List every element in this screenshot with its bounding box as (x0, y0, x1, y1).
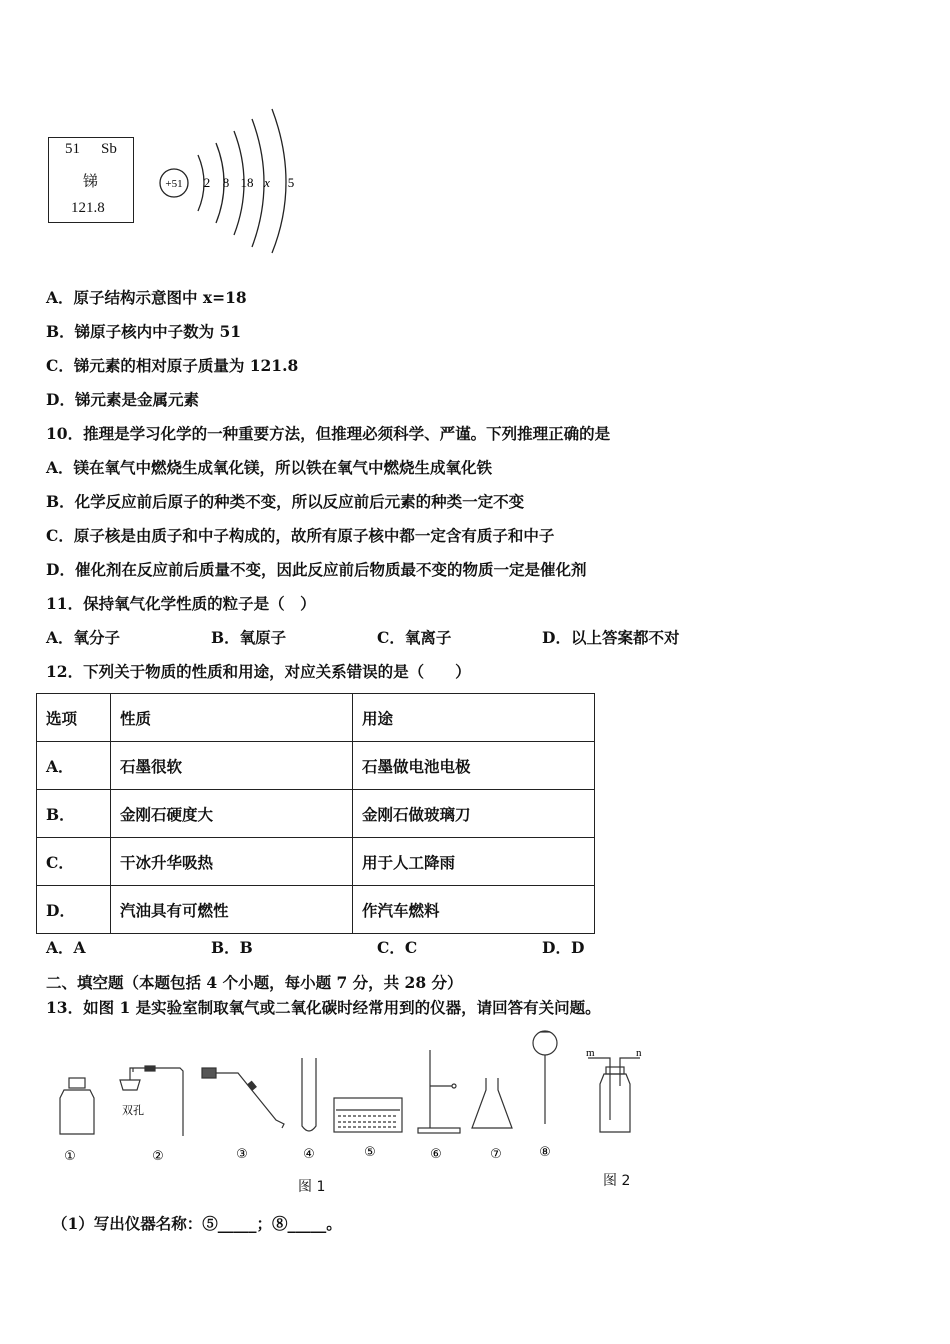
table-cell: 石墨做电池电极 (353, 742, 595, 790)
table-header-cell: 用途 (353, 694, 595, 742)
conical-flask (472, 1078, 512, 1128)
section-heading: 二、填空题（本题包括 4 个小题，每小题 7 分，共 28 分） (46, 973, 463, 992)
apparatus-figure-2 (580, 1040, 650, 1140)
port-m-label: m (586, 1047, 595, 1059)
figure-2-caption: 图 2 (603, 1173, 631, 1189)
q12-option-d: D．D (542, 938, 585, 957)
table-row (37, 886, 595, 934)
stopper-label: 双孔 (122, 1104, 144, 1117)
table-cell: 汽油具有可燃性 (111, 886, 353, 934)
property-use-table (36, 693, 595, 934)
q11-stem: 11．保持氧气化学性质的粒子是（ ） (46, 594, 316, 613)
two-hole-stopper-with-tube (120, 1066, 183, 1136)
q10-option-d: D．催化剂在反应前后质量不变，因此反应前后物质最不变的物质一定是催化剂 (46, 560, 587, 579)
shell-count-1: 2 (203, 175, 211, 190)
stopper-with-bent-tube (202, 1068, 284, 1128)
q11-option-a: A．氧分子 (46, 628, 121, 647)
table-row (37, 838, 595, 886)
atom-structure-diagram (150, 105, 310, 255)
shell-arc-5 (272, 109, 286, 253)
shell-count-4: x (264, 175, 270, 190)
q10-stem: 10．推理是学习化学的一种重要方法，但推理必须科学、严谨。下列推理正确的是 (46, 424, 611, 443)
element-name: 锑 (83, 172, 99, 190)
table-cell: D． (37, 886, 111, 934)
apparatus-number: ⑧ (539, 1145, 551, 1160)
apparatus-number: ③ (236, 1147, 248, 1162)
table-cell: C． (37, 838, 111, 886)
separatory-funnel (533, 1031, 557, 1124)
figure-1-caption: 图 1 (298, 1179, 326, 1195)
table-row (37, 790, 595, 838)
table-cell: A． (37, 742, 111, 790)
table-cell: 金刚石做玻璃刀 (353, 790, 595, 838)
q13-subquestion-1: （1）写出仪器名称：⑤_____；⑧_____。 (52, 1214, 342, 1233)
shell-count-5: 5 (287, 175, 295, 190)
table-header-row (37, 694, 595, 742)
q12-option-c: C．C (377, 938, 418, 957)
shell-count-2: 8 (222, 175, 230, 190)
table-cell: 作汽车燃料 (353, 886, 595, 934)
shell-arc-4 (252, 119, 264, 247)
atomic-mass: 121.8 (71, 200, 105, 216)
q10-option-a: A．镁在氧气中燃烧生成氧化镁，所以铁在氧气中燃烧生成氧化铁 (46, 458, 493, 477)
atomic-number: 51 (65, 141, 80, 157)
q10-option-c: C．原子核是由质子和中子构成的，故所有原子核中都一定含有质子和中子 (46, 526, 555, 545)
q13-stem: 13．如图 1 是实验室制取氧气或二氧化碳时经常用到的仪器，请回答有关问题。 (46, 998, 601, 1017)
apparatus-number: ① (64, 1149, 76, 1164)
shell-count-3: 18 (240, 175, 254, 190)
table-cell: 石墨很软 (111, 742, 353, 790)
apparatus-number: ④ (303, 1147, 315, 1162)
element-card (48, 137, 134, 223)
q12-option-a: A．A (46, 938, 86, 957)
apparatus-number: ⑥ (430, 1147, 442, 1162)
test-tube (302, 1058, 316, 1131)
q9-option-d: D．锑元素是金属元素 (46, 390, 199, 409)
apparatus-number: ⑤ (364, 1145, 376, 1160)
table-cell: B． (37, 790, 111, 838)
q11-option-c: C．氧离子 (377, 628, 452, 647)
water-trough (334, 1098, 402, 1132)
q11-option-d: D．以上答案都不对 (542, 628, 680, 647)
table-header-cell: 选项 (37, 694, 111, 742)
table-cell: 金刚石硬度大 (111, 790, 353, 838)
apparatus-number: ⑦ (490, 1147, 502, 1162)
wide-mouth-bottle (60, 1078, 94, 1134)
q9-option-a: A．原子结构示意图中 x=18 (46, 288, 247, 307)
q11-option-b: B．氧原子 (211, 628, 287, 647)
table-cell: 干冰升华吸热 (111, 838, 353, 886)
q9-option-b: B．锑原子核内中子数为 51 (46, 322, 242, 341)
q9-option-c: C．锑元素的相对原子质量为 121.8 (46, 356, 299, 375)
nucleus-charge: +51 (165, 178, 183, 190)
table-cell: 用于人工降雨 (353, 838, 595, 886)
element-symbol: Sb (101, 141, 117, 157)
table-row (37, 742, 595, 790)
table-header-cell: 性质 (111, 694, 353, 742)
iron-stand (418, 1050, 460, 1133)
apparatus-figure-1 (40, 1028, 660, 1168)
q10-option-b: B．化学反应前后原子的种类不变，所以反应前后元素的种类一定不变 (46, 492, 525, 511)
q12-stem: 12．下列关于物质的性质和用途，对应关系错误的是（ ） (46, 662, 471, 681)
port-n-label: n (636, 1047, 642, 1059)
apparatus-number: ② (152, 1149, 164, 1164)
q12-option-b: B．B (211, 938, 253, 957)
